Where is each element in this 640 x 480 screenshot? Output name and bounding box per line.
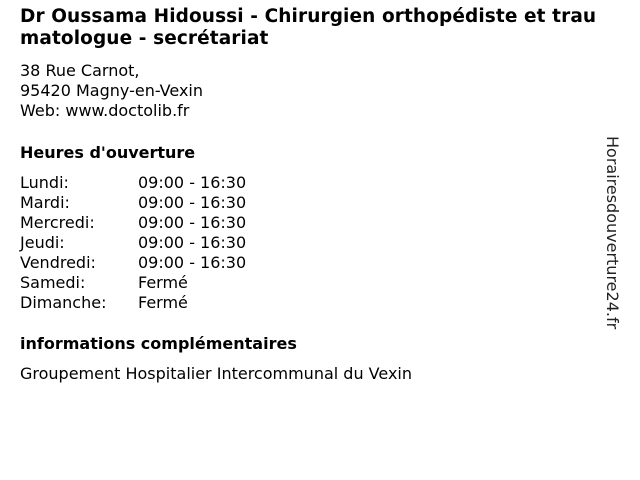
- day-label: Jeudi:: [20, 233, 65, 252]
- business-address: [20, 61, 610, 121]
- additional-info-heading: informations complémentaires: [20, 334, 297, 353]
- website-line: Web: www.doctolib.fr: [20, 101, 190, 120]
- day-hours: Fermé: [138, 293, 188, 312]
- hours-row-sunday: [20, 293, 610, 313]
- day-label: Lundi:: [20, 173, 69, 192]
- additional-info-text: Groupement Hospitalier Intercommunal du Vexin: [20, 364, 412, 383]
- day-hours: 09:00 - 16:30: [138, 193, 247, 212]
- opening-hours-table: [20, 173, 610, 313]
- opening-hours-heading: Heures d'ouverture: [20, 143, 196, 162]
- hours-row-tuesday: [20, 193, 610, 213]
- business-card: [20, 6, 610, 384]
- day-label: Mercredi:: [20, 213, 95, 232]
- hours-row-saturday: [20, 273, 610, 293]
- day-hours: 09:00 - 16:30: [138, 213, 247, 232]
- day-label: Mardi:: [20, 193, 70, 212]
- day-hours: 09:00 - 16:30: [138, 253, 247, 272]
- address-street: 38 Rue Carnot,: [20, 61, 140, 80]
- site-watermark: Horairesdouverture24.fr: [603, 136, 622, 330]
- day-label: Vendredi:: [20, 253, 96, 272]
- day-label: Samedi:: [20, 273, 86, 292]
- hours-row-thursday: [20, 233, 610, 253]
- hours-row-wednesday: [20, 213, 610, 233]
- day-hours: 09:00 - 16:30: [138, 173, 247, 192]
- hours-row-monday: [20, 173, 610, 193]
- day-label: Dimanche:: [20, 293, 107, 312]
- day-hours: Fermé: [138, 273, 188, 292]
- day-hours: 09:00 - 16:30: [138, 233, 247, 252]
- hours-row-friday: [20, 253, 610, 273]
- business-name: Dr Oussama Hidoussi - Chirurgien orthopédiste et traumatologue - secrétariat: [20, 6, 597, 49]
- address-city: 95420 Magny-en-Vexin: [20, 81, 203, 100]
